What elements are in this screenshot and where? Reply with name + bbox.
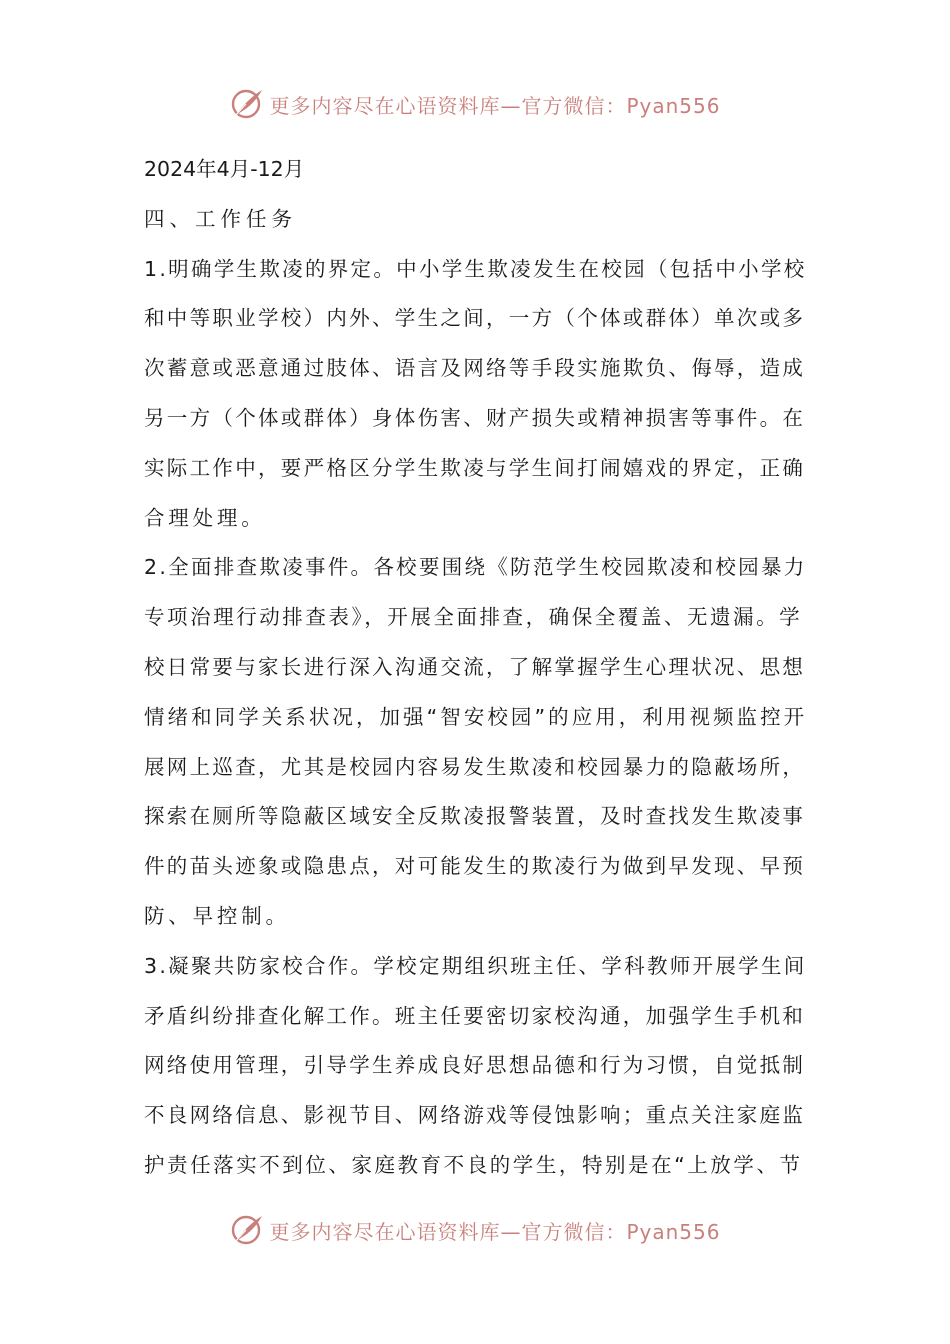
text-line: 网络使用管理，引导学生养成良好思想品德和行为习惯，自觉抵制 [144,1053,806,1078]
text-line: 2024年4月-12月 [144,157,305,181]
header-watermark [0,84,950,124]
text-line: 3.凝聚共防家校合作。学校定期组织班主任、学科教师开展学生间 [144,953,807,978]
document-body [144,145,806,1191]
text-line: 和中等职业学校）内外、学生之间，一方（个体或群体）单次或多 [144,306,806,331]
quill-logo-icon [229,1212,265,1248]
text-line: 矛盾纠纷排查化解工作。班主任要密切家校沟通，加强学生手机和 [144,1003,806,1028]
quill-logo-icon [229,86,265,122]
text-line: 四、工作任务 [144,206,297,231]
text-line: 专项治理行动排查表》，开展全面排查，确保全覆盖、无遗漏。学 [144,605,803,630]
text-line: 次蓄意或恶意通过肢体、语言及网络等手段实施欺负、侮辱，造成 [144,356,806,381]
text-line: 探索在厕所等隐蔽区域安全反欺凌报警装置，及时查找发生欺凌事 [144,804,806,829]
text-line: 情绪和同学关系状况，加强“智安校园”的应用，利用视频监控开 [144,704,808,729]
watermark-text: 更多内容尽在心语资料库—官方微信：Pyan556 [269,93,721,118]
text-line: 合理处理。 [144,505,266,530]
text-line: 2.全面排查欺凌事件。各校要围绕《防范学生校园欺凌和校园暴力 [144,555,807,580]
footer-watermark [0,1210,950,1250]
watermark-text: 更多内容尽在心语资料库—官方微信：Pyan556 [269,1219,721,1244]
text-line: 实际工作中，要严格区分学生欺凌与学生间打闹嬉戏的界定，正确 [144,455,806,480]
text-line: 护责任落实不到位、家庭教育不良的学生，特别是在“上放学、节 [144,1152,803,1177]
text-line: 防、早控制。 [144,903,290,928]
text-line: 校日常要与家长进行深入沟通交流，了解掌握学生心理状况、思想 [144,654,806,679]
text-line: 不良网络信息、影视节目、网络游戏等侵蚀影响；重点关注家庭监 [144,1103,806,1128]
text-line: 另一方（个体或群体）身体伤害、财产损失或精神损害等事件。在 [144,405,806,430]
text-line: 展网上巡查，尤其是校园内容易发生欺凌和校园暴力的隐蔽场所， [144,754,806,779]
text-line: 件的苗头迹象或隐患点，对可能发生的欺凌行为做到早发现、早预 [144,854,806,879]
text-line: 1.明确学生欺凌的界定。中小学生欺凌发生在校园（包括中小学校 [144,256,807,281]
